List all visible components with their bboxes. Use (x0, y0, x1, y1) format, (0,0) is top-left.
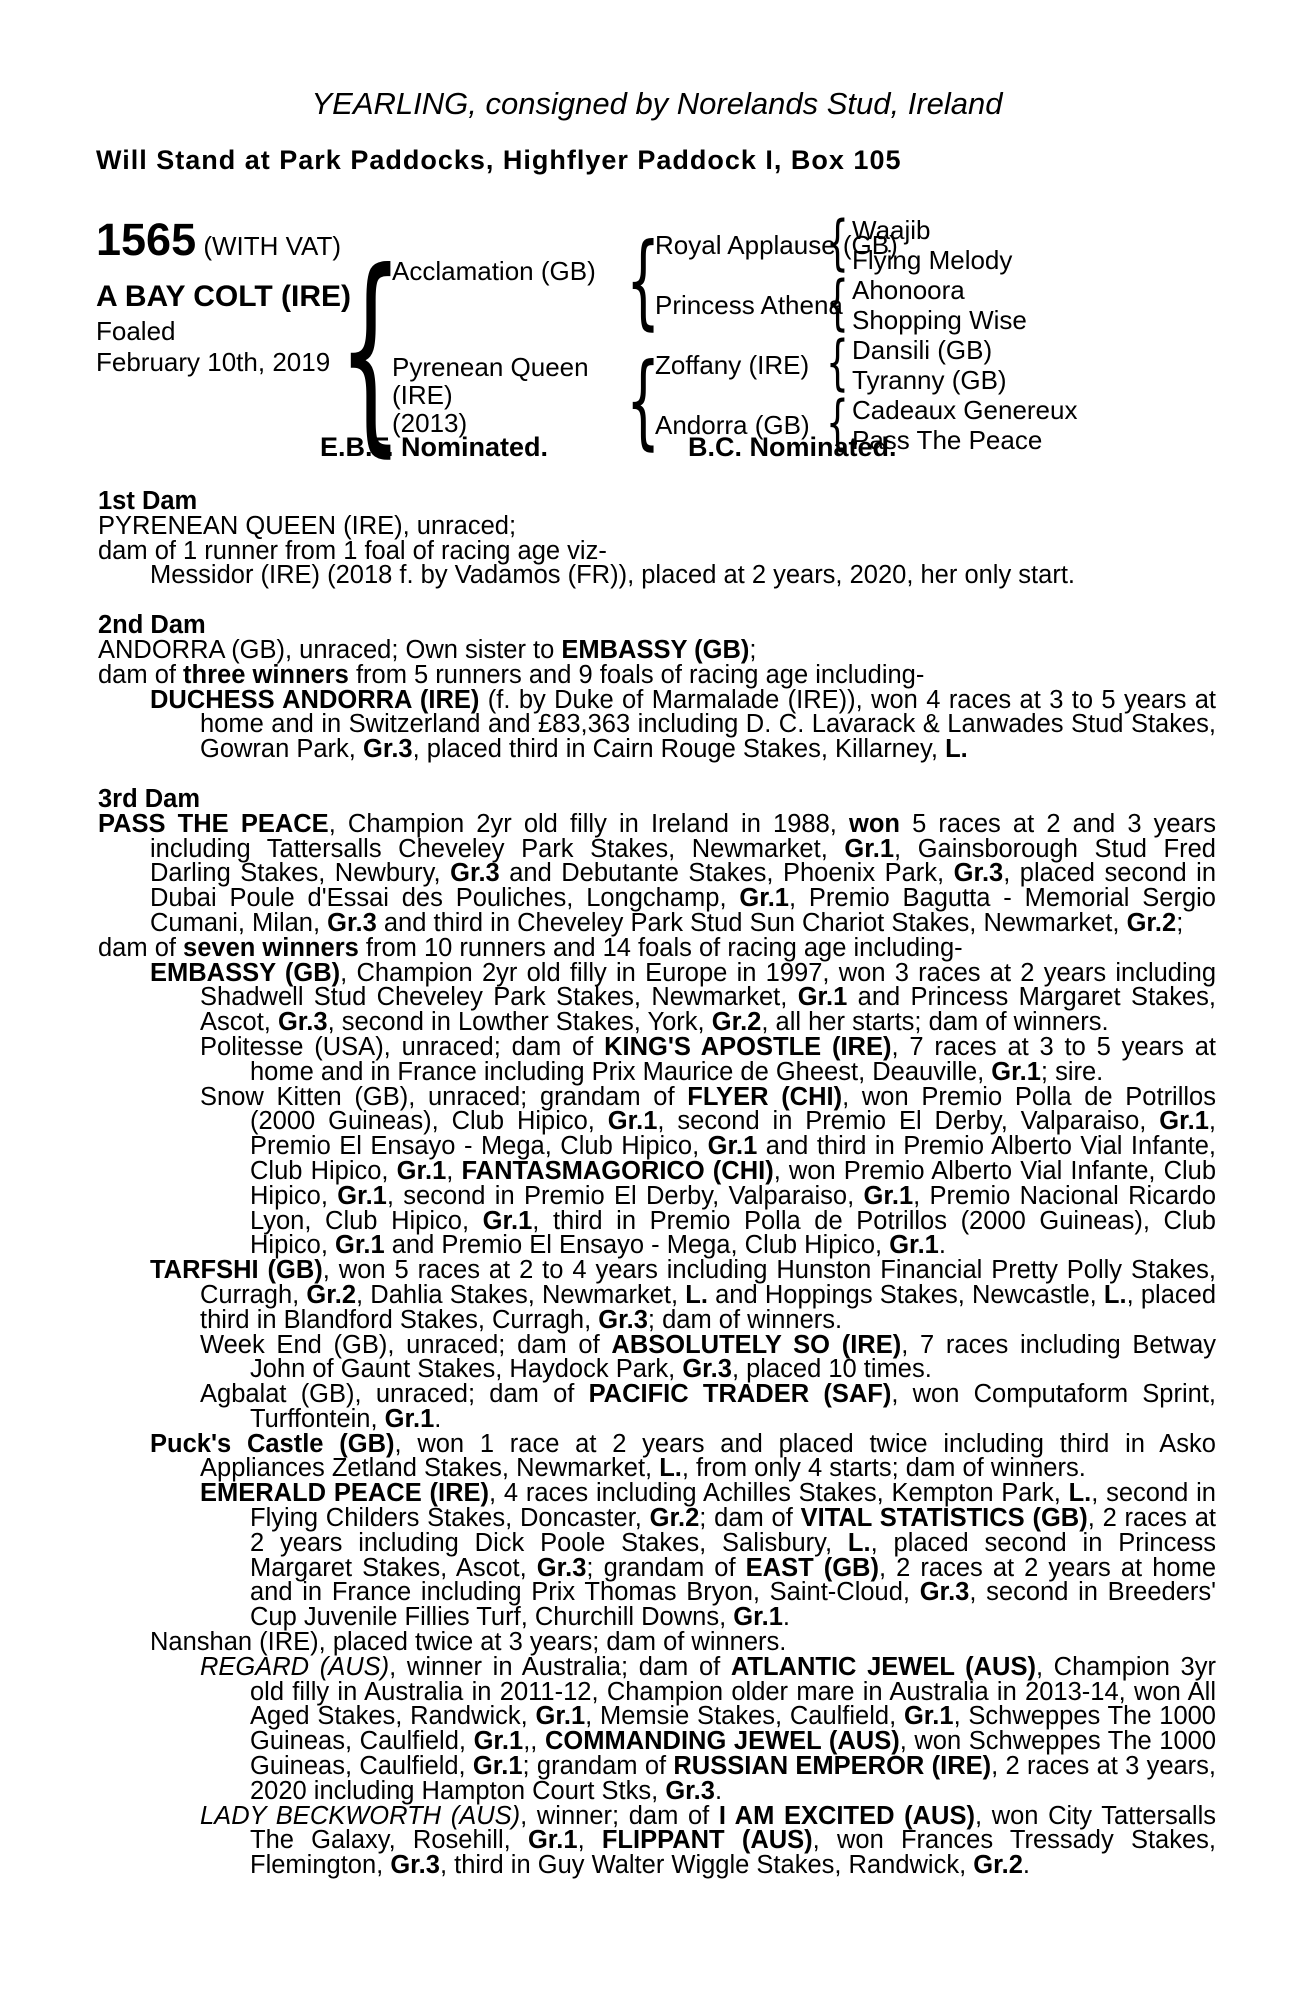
text-segment: , won Premio Polla de Potrillos (2000 Guineas), Club Hipico, (250, 1082, 1216, 1136)
text-segment: , winner; dam of (520, 1801, 719, 1830)
foaled-date: February 10th, 2019 (96, 347, 331, 377)
text-segment: and third in Cheveley Park Stud Sun Chariot Stakes, Newmarket, (376, 908, 1127, 937)
text-segment: , won Computaform Sprint, Turffontein, (250, 1380, 1216, 1433)
text-segment: Politesse (USA), unraced; dam of (200, 1032, 605, 1061)
text-segment: Nanshan (IRE), placed twice at 3 years; dam of winners. (150, 1628, 787, 1657)
text-segment: , 2 races at 3 years, 2020 including Hampton Court Stks, (250, 1752, 1217, 1805)
grandsire-maternal: Zoffany (IRE) (655, 350, 810, 380)
text-segment: COMMANDING JEWEL (AUS) (544, 1727, 900, 1756)
text-segment: KING'S APOSTLE (IRE) (604, 1032, 892, 1061)
consignment-header: YEARLING, consigned by Norelands Stud, Ireland (311, 86, 1003, 121)
text-segment: Gr.3 (277, 1008, 328, 1037)
text-segment: ; grandam of (586, 1553, 746, 1582)
text-segment: seven winners (183, 933, 359, 962)
text-segment: Gr.2 (1126, 908, 1177, 937)
text-segment: Gr.1 (863, 1181, 914, 1210)
text-segment: Gr.1 (733, 1603, 783, 1632)
text-segment: , Premio Bagutta - Memorial Sergio Cumani, Milan, (150, 884, 1216, 937)
text-segment: Gr.1 (844, 834, 895, 863)
text-segment: , won Schweppes The 1000 Guineas, Caulfield, (250, 1727, 1216, 1781)
text-segment: , 2 races at 2 years including Dick Poole Stakes, Salisbury, (250, 1504, 1216, 1557)
text-segment: PACIFIC TRADER (SAF) (588, 1380, 892, 1409)
text-segment: EMBASSY (GB) (150, 958, 341, 987)
dam-section (98, 613, 1216, 762)
text-segment: , 7 races at 3 to 5 years at home and in France including Prix Maurice de Gheest, Deauville, (250, 1032, 1216, 1086)
text-segment: ; dam of (699, 1504, 801, 1533)
great-grandparent-brace-3 (826, 333, 849, 393)
dam-section-heading: 3rd Dam (98, 784, 201, 813)
text-segment: , second in Premio El Derby, Valparaiso, (386, 1181, 864, 1210)
catalogue-paragraph (98, 958, 1216, 1037)
text-segment: Gr.1 (903, 1702, 954, 1731)
text-segment: Week End (GB), unraced; dam of (200, 1330, 612, 1359)
text-segment: FANTASMAGORICO (CHI) (461, 1156, 774, 1185)
great-grandparent: Cadeaux Genereux (852, 395, 1078, 425)
text-segment: Puck's Castle (GB) (150, 1429, 395, 1458)
text-segment: , winner in Australia; dam of (389, 1652, 731, 1681)
text-segment: , 2 races at 2 years at home and in France including Prix Thomas Bryon, Saint-Cloud, (250, 1553, 1217, 1607)
text-segment: Gr.1 (1159, 1107, 1209, 1136)
dam-section-heading: 1st Dam (98, 487, 198, 515)
text-segment: RUSSIAN EMPEROR (IRE) (673, 1752, 992, 1781)
text-segment: , second in Breeders' Cup Juvenile Fillies Turf, Churchill Downs, (250, 1578, 1216, 1632)
text-segment: ; grandam of (522, 1752, 674, 1781)
text-segment: Gr.1 (607, 1107, 658, 1136)
catalogue-paragraph (98, 660, 1216, 689)
text-segment: , (577, 1826, 602, 1855)
text-segment: . (714, 1776, 723, 1805)
text-segment: dam of (98, 933, 184, 962)
text-segment: , won City Tattersalls The Galaxy, Rosehill, (250, 1801, 1217, 1855)
catalogue-paragraph (98, 1801, 1217, 1880)
dam-name-line3: (2013) (392, 408, 468, 438)
text-segment: . (782, 1603, 790, 1632)
catalogue-paragraph (98, 1330, 1216, 1384)
text-segment: L. (945, 735, 968, 764)
text-segment: Gr.2 (973, 1851, 1023, 1880)
text-segment: 5 races at 2 and 3 years including Tattersalls Cheveley Park Stakes, Newmarket, (150, 809, 1216, 863)
pedigree-text (98, 489, 1216, 1878)
catalogue-paragraph (98, 809, 1217, 937)
text-segment: , placed 10 times. (731, 1355, 932, 1384)
text-segment: from 10 runners and 14 foals of racing age including- (358, 933, 963, 962)
vat-note: (WITH VAT) (203, 231, 342, 261)
text-segment: and Hoppings Stakes, Newcastle, (707, 1280, 1104, 1309)
text-segment: FLYER (CHI) (687, 1082, 843, 1111)
text-segment: Gr.1 (535, 1702, 586, 1731)
text-segment: Gr.3 (598, 1305, 648, 1334)
horse-name: A BAY COLT (IRE) (96, 280, 352, 313)
text-segment: from 5 runners and 9 foals of racing age including- (348, 660, 925, 689)
text-segment: , third in Premio Polla de Potrillos (2000 Guineas), Club Hipico, (250, 1206, 1216, 1260)
lot-number: 1565 (96, 214, 197, 265)
text-segment: PASS THE PEACE (98, 809, 329, 838)
text-segment: and third in Premio Alberto Vial Infante, Club Hipico, (250, 1132, 1216, 1185)
text-segment: won (848, 809, 900, 838)
stand-location-header: Will Stand at Park Paddocks, Highflyer Paddock I, Box 105 (96, 145, 902, 175)
text-segment: ; (749, 635, 757, 664)
text-segment: , won 1 race at 2 years and placed twice including third in Asko Appliances Zetland Stakes, Newmarket, (200, 1429, 1216, 1483)
catalogue-paragraph (98, 685, 1216, 764)
text-segment: ,, (523, 1727, 545, 1756)
text-segment: EMBASSY (GB) (561, 635, 750, 664)
great-grandparent: Flying Melody (852, 245, 1013, 275)
text-segment: Gr.1 (482, 1206, 533, 1235)
ebf-nominated-note: E.B.F. Nominated. (320, 432, 549, 462)
text-segment: , 4 races including Achilles Stakes, Kempton Park, (489, 1479, 1069, 1508)
text-segment: Gr.3 (390, 1851, 440, 1880)
text-segment: Gr.1 (527, 1826, 578, 1855)
text-segment: L. (685, 1280, 708, 1309)
text-segment: Gr.1 (797, 983, 848, 1012)
granddam-maternal: Andorra (GB) (655, 410, 810, 440)
text-segment: Gr.1 (337, 1181, 387, 1210)
text-segment: Gr.1 (335, 1231, 385, 1260)
catalogue-paragraph (98, 635, 1216, 664)
great-grandparent-brace-1 (826, 213, 849, 273)
text-segment: Gr.1 (384, 1404, 435, 1433)
text-segment: Gr.1 (991, 1057, 1041, 1086)
text-segment: ; sire. (1040, 1057, 1104, 1086)
text-segment: , placed second in Dubai Poule d'Essai des Pouliches, Longchamp, (150, 859, 1217, 913)
text-segment: , second in Lowther Stakes, York, (327, 1008, 712, 1037)
catalogue-paragraph (98, 1652, 1217, 1805)
text-segment: . (1022, 1851, 1030, 1880)
text-segment: , third in Guy Walter Wiggle Stakes, Randwick, (439, 1851, 974, 1880)
catalogue-paragraph (98, 1630, 1216, 1655)
text-segment: , 7 races including Betway John of Gaunt Stakes, Haydock Park, (250, 1330, 1216, 1384)
text-segment: REGARD (AUS) (200, 1652, 390, 1681)
text-segment: Gr.3 (682, 1355, 732, 1384)
text-segment: (f. by Duke of Marmalade (IRE)), won 4 races at 3 to 5 years at home and in Switzerland and £83,363 including D. C. Lavarack & Lanwades Stud Stakes, Gowran Park, (200, 685, 1216, 764)
text-segment: EAST (GB) (745, 1553, 879, 1582)
text-segment: Gr.2 (649, 1504, 700, 1533)
grandsire-paternal: Royal Applause (GB) (655, 230, 898, 260)
text-segment: Gr.1 (739, 884, 789, 913)
text-segment: Gr.3 (953, 859, 1004, 888)
text-segment: ; (1176, 908, 1184, 937)
great-grandparent: Tyranny (GB) (852, 365, 1007, 395)
text-segment: Gr.2 (711, 1008, 762, 1037)
text-segment: Gr.1 (396, 1156, 447, 1185)
text-segment: and Premio El Ensayo - Mega, Club Hipico, (384, 1231, 890, 1260)
text-segment: , second in Flying Childers Stakes, Doncaster, (250, 1479, 1216, 1533)
catalogue-paragraph (98, 1429, 1216, 1483)
text-segment: , Gainsborough Stud Fred Darling Stakes, Newbury, (150, 834, 1216, 888)
text-segment: , all her starts; dam of winners. (761, 1008, 1109, 1037)
text-segment: L. (1068, 1479, 1092, 1508)
text-segment: EMERALD PEACE (IRE) (200, 1479, 489, 1508)
text-segment: LADY BECKWORTH (AUS) (200, 1801, 521, 1830)
text-segment: Gr.3 (450, 859, 500, 888)
catalogue-paragraph (98, 1032, 1216, 1086)
catalogue-paragraph (98, 1382, 1216, 1432)
text-segment: , (446, 1156, 462, 1185)
text-segment: , Premio Nacional Ricardo Lyon, Club Hipico, (250, 1181, 1217, 1235)
great-grandparent: Ahonoora (852, 275, 965, 305)
text-segment: DUCHESS ANDORRA (IRE) (150, 685, 480, 714)
lot-number-line (96, 214, 341, 266)
text-segment: PYRENEAN QUEEN (IRE), unraced; (98, 511, 517, 540)
catalogue-paragraph (98, 1258, 1216, 1332)
pedigree-diagram (0, 0, 1314, 480)
text-segment: TARFSHI (GB) (150, 1256, 323, 1285)
foaled-label: Foaled (96, 316, 176, 346)
text-segment: ATLANTIC JEWEL (AUS) (730, 1652, 1036, 1681)
text-segment: , placed third in Cairn Rouge Stakes, Killarney, (412, 735, 946, 764)
text-segment: , Dahlia Stakes, Newmarket, (356, 1280, 686, 1309)
dam-section (98, 784, 1217, 1880)
catalogue-paragraph (98, 1082, 1217, 1260)
granddam-paternal: Princess Athena (655, 290, 843, 320)
text-segment: dam of (98, 660, 184, 689)
text-segment: Snow Kitten (GB), unraced; grandam of (200, 1082, 688, 1111)
text-segment: Gr.1 (889, 1231, 939, 1260)
catalogue-paragraph (98, 511, 1216, 540)
text-segment: three winners (183, 660, 349, 689)
catalogue-paragraph (98, 536, 1216, 565)
dam-section-heading: 2nd Dam (98, 611, 206, 640)
text-segment: , Premio El Ensayo - Mega, Club Hipico, (250, 1107, 1216, 1161)
text-segment: . (938, 1231, 946, 1260)
text-segment: , won Frances Tressady Stakes, Flemington, (250, 1826, 1216, 1880)
text-segment: , placed third in Blandford Stakes, Curragh, (200, 1280, 1217, 1334)
great-grandparent: Dansili (GB) (852, 335, 993, 365)
dam-name-line2: (IRE) (392, 380, 453, 410)
text-segment: Gr.2 (306, 1280, 357, 1309)
text-segment: Agbalat (GB), unraced; dam of (200, 1380, 589, 1409)
catalogue-paragraph (98, 1481, 1216, 1630)
text-segment: I AM EXCITED (AUS) (718, 1801, 975, 1830)
text-segment: Gr.3 (919, 1578, 970, 1607)
text-segment: . (434, 1404, 442, 1433)
text-segment: VITAL STATISTICS (GB) (800, 1504, 1088, 1533)
text-segment: FLIPPANT (AUS) (601, 1826, 813, 1855)
great-grandparent: Shopping Wise (852, 305, 1027, 335)
bc-nominated-note: B.C. Nominated. (688, 432, 897, 462)
text-segment: , from only 4 starts; dam of winners. (681, 1454, 1086, 1483)
text-segment: ABSOLUTELY SO (IRE) (611, 1330, 902, 1359)
text-segment: and Debutante Stakes, Phoenix Park, (499, 859, 954, 888)
text-segment: and Princess Margaret Stakes, Ascot, (200, 983, 1216, 1037)
text-segment: Messidor (IRE) (2018 f. by Vadamos (FR)), placed at 2 years, 2020, her only start. (150, 561, 1075, 590)
great-grandparent: Waajib (852, 215, 931, 245)
text-segment: , second in Premio El Derby, Valparaiso, (657, 1107, 1160, 1136)
text-segment: Gr.3 (536, 1553, 587, 1582)
text-segment: dam of 1 runner from 1 foal of racing age viz- (98, 536, 607, 565)
text-segment: Gr.1 (473, 1727, 524, 1756)
text-segment: , Memsie Stakes, Caulfield, (585, 1702, 904, 1731)
text-segment: Gr.1 (707, 1132, 758, 1161)
text-segment: , Champion 3yr old filly in Australia in 2011-12, Champion older mare in Australia in 2013-14, won All Aged Stakes, Randwick, (250, 1652, 1216, 1731)
text-segment: Gr.3 (327, 908, 377, 937)
great-grandparent: Pass The Peace (852, 425, 1043, 455)
dam-name-line1: Pyrenean Queen (392, 352, 589, 382)
sire-name: Acclamation (GB) (392, 256, 596, 286)
text-segment: L. (847, 1528, 871, 1557)
text-segment: , placed second in Princess Margaret Stakes, Ascot, (250, 1528, 1216, 1582)
text-segment: ; dam of winners. (647, 1305, 843, 1334)
catalogue-paragraph (98, 933, 1216, 962)
text-segment: , Champion 2yr old filly in Ireland in 1988, (328, 809, 849, 838)
text-segment: L. (659, 1454, 682, 1483)
dam-section (98, 489, 1216, 588)
text-segment: , Schweppes The 1000 Guineas, Caulfield, (250, 1702, 1216, 1756)
text-segment: Gr.3 (665, 1776, 715, 1805)
text-segment: Gr.3 (362, 735, 413, 764)
text-segment: , Champion 2yr old filly in Europe in 1997, won 3 races at 2 years including Shadwell Stud Cheveley Park Stakes, Newmarket, (200, 958, 1216, 1012)
text-segment: ANDORRA (GB), unraced; Own sister to (98, 635, 562, 664)
text-segment: L. (1103, 1280, 1127, 1309)
text-segment: , won Premio Alberto Vial Infante, Club Hipico, (250, 1156, 1217, 1210)
catalogue-paragraph (98, 563, 1216, 588)
text-segment: , won 5 races at 2 to 4 years including Hunston Financial Pretty Polly Stakes, Curragh, (200, 1256, 1216, 1309)
text-segment: Gr.1 (472, 1752, 523, 1781)
great-grandparent-brace-2 (826, 273, 849, 333)
